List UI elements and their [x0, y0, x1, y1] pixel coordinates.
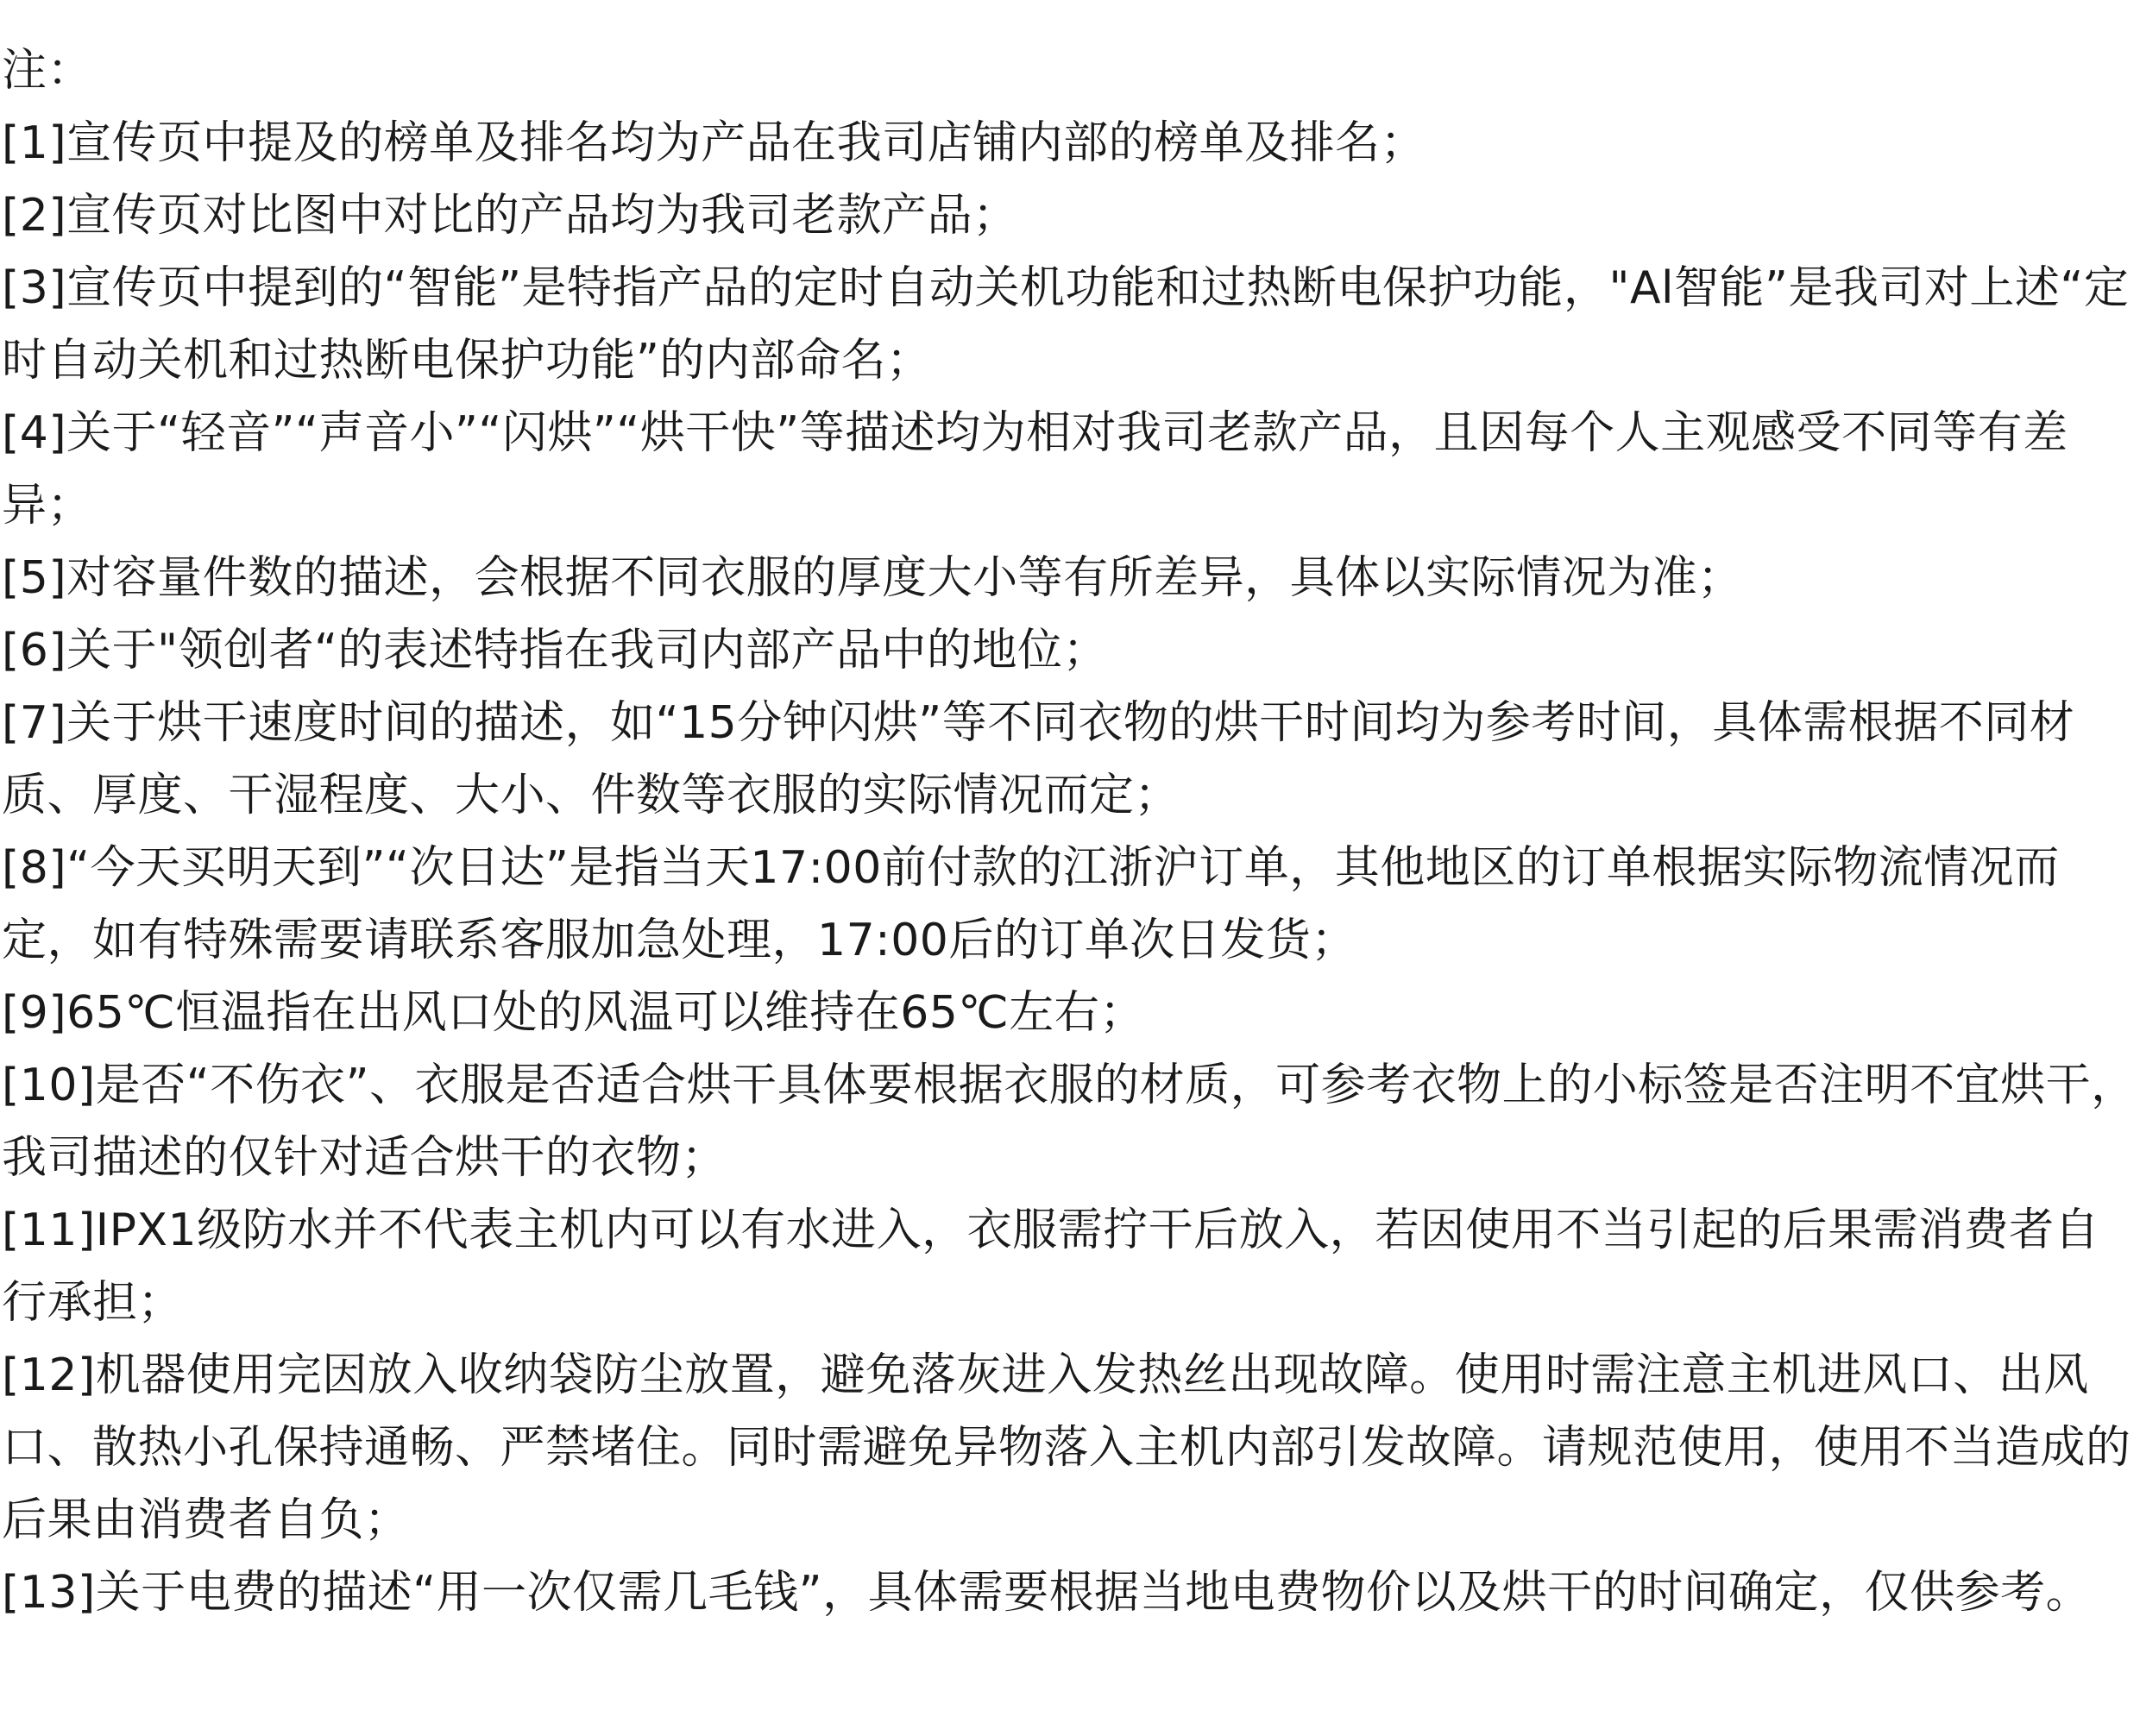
note-item-1: [1]宣传页中提及的榜单及排名均为产品在我司店铺内部的榜单及排名；: [2, 117, 1426, 169]
notes-heading: 注：: [2, 45, 93, 97]
note-item-11: [11]IPX1级防水并不代表主机内可以有水进入，衣服需拧干后放入，若因使用不当引起的后果需消费者自行承担；: [2, 1205, 2100, 1329]
note-item-7: [7]关于烘干速度时间的描述，如“15分钟闪烘”等不同衣物的烘干时间均为参考时间，具体需根据不同材质、厚度、干湿程度、大小、件数等衣服的实际情况而定；: [2, 697, 2075, 821]
note-item-10: [10]是否“不伤衣”、衣服是否适合烘干具体要根据衣服的材质，可参考衣物上的小标签是否注明不宜烘干，我司描述的仅针对适合烘干的衣物；: [2, 1060, 2137, 1184]
note-item-2: [2]宣传页对比图中对比的产品均为我司老款产品；: [2, 190, 1018, 242]
note-item-3: [3]宣传页中提到的“智能”是特指产品的定时自动关机功能和过热断电保护功能，"Al智能”是我司对上述“定时自动关机和过热断电保护功能”的内部命名；: [2, 262, 2130, 387]
note-item-5: [5]对容量件数的描述，会根据不同衣服的厚度大小等有所差异，具体以实际情况为准；: [2, 552, 1743, 604]
note-item-8: [8]“今天买明天到”“次日达”是指当天17:00前付款的江浙沪订单，其他地区的订单根据实际物流情况而定，如有特殊需要请联系客服加急处理，17:00后的订单次日发货；: [2, 842, 2060, 966]
note-item-6: [6]关于"领创者“的表述特指在我司内部产品中的地位；: [2, 625, 1109, 676]
note-item-12: [12]机器使用完因放入收纳袋防尘放置，避免落灰进入发热丝出现故障。使用时需注意主机进风口、出风口、散热小孔保持通畅、严禁堵住。同时需避免异物落入主机内部引发故障。请规范使用，使用不当造成的后果由消费者自负；: [2, 1349, 2131, 1546]
note-item-13: [13]关于电费的描述“用一次仅需几毛钱”，具体需要根据当地电费物价以及烘干的时间确定，仅供参考。: [2, 1567, 2092, 1619]
note-item-9: [9]65℃恒温指在出风口处的风温可以维持在65℃左右；: [2, 987, 1145, 1039]
disclaimer-notes: [0, 35, 2140, 1629]
note-item-4: [4]关于“轻音”“声音小”“闪烘”“烘干快”等描述均为相对我司老款产品，且因每个人主观感受不同等有差异；: [2, 407, 2068, 531]
